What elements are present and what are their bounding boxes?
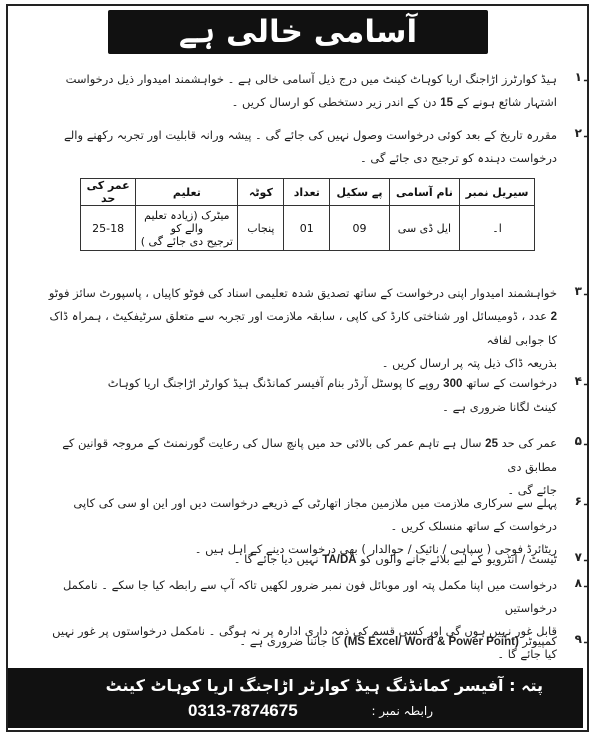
para-1: [37, 68, 557, 115]
col-education: تعلیم: [136, 179, 238, 206]
cell-education-line2: ترجیح دی جائے گی ): [140, 234, 233, 248]
col-serial: سیریل نمبر: [460, 179, 535, 206]
para-3-number: ۳۔: [574, 284, 589, 298]
footer-phone-number: 0313-7874675: [188, 701, 298, 720]
para-5-line1-pre: عمر کی حد: [497, 436, 557, 450]
para-9-software: (MS Excel/ Word & Power Point): [343, 636, 519, 648]
para-9-line1-post: کا جاننا ضروری ہے ۔: [239, 634, 344, 648]
para-5-number: ۵۔: [574, 434, 589, 448]
para-1-number: ۱۔: [574, 70, 589, 84]
para-7-tada: TA/DA: [322, 554, 357, 566]
para-1-line2-pre: اشتہار شائع ہونے کے: [452, 95, 557, 109]
para-2: [37, 124, 557, 170]
col-scale: پے سکیل: [330, 179, 390, 206]
para-7: [37, 548, 557, 572]
para-4-fee: 300: [443, 378, 463, 390]
cell-quota: پنجاب: [238, 206, 284, 251]
para-3: [37, 282, 557, 375]
footer-address: پتہ : آفیسر کمانڈنگ ہیڈ کوارٹر اڑاجنگ اریا کوہاٹ کینٹ: [105, 676, 543, 695]
contact-footer: [8, 668, 583, 728]
para-6-number: ۶۔: [574, 494, 589, 508]
para-3-line2: عدد ، ڈومیسائل اور شناختی کارڈ کی کاپی ، سابقہ ملازمت اور تجربہ سے متعلق سرٹیفکیٹ ، ہمراہ ڈاک کا جوابی لفافہ: [49, 309, 557, 347]
cell-age: 25-18: [81, 206, 136, 251]
para-4-line2: کینٹ لگانا ضروری ہے ۔: [442, 400, 557, 414]
vacancy-table: [80, 178, 535, 251]
cell-education: [136, 206, 238, 251]
para-4-line1-post: روپے کا پوسٹل آرڈر بنام آفیسر کمانڈنگ ہیڈ کوارٹر اڑاجنگ اریا کوہاٹ: [107, 376, 444, 390]
para-2-line2: درخواست دہندہ کو ترجیح دی جائے گی ۔: [360, 151, 557, 165]
para-1-days: 15: [440, 97, 453, 109]
para-5-line1-post: سال ہے تاہم عمر کی بالائی حد میں پانچ سال کی رعایت گورنمنٹ کے مروجہ قوانین کے مطابق دی: [62, 436, 557, 474]
col-quota: کوٹہ: [238, 179, 284, 206]
para-7-line1-pre: ٹیسٹ / انٹرویو کے لیے بلائے جانے والوں کو: [356, 552, 557, 566]
para-9-line1-pre: کمپیوٹر: [518, 634, 557, 648]
cell-count: 01: [284, 206, 330, 251]
para-1-line1: ہیڈ کوارٹرز اڑاجنگ اریا کوہاٹ کینٹ میں درج ذیل آسامی خالی ہے ۔ خواہشمند امیدوار ذیل درخواست: [65, 72, 557, 86]
para-7-number: ۷۔: [574, 550, 589, 564]
para-6-line2: ریٹائرڈ فوجی ( سپاہی / نائیک / حوالدار ) بھی درخواست دینے کے اہل ہیں ۔: [194, 542, 557, 556]
col-post: نام آسامی: [389, 179, 459, 206]
para-8-number: ۸۔: [574, 576, 589, 590]
para-5-line2: جائے گی ۔: [507, 483, 557, 497]
para-4: [37, 372, 557, 419]
para-2-line1: مقررہ تاریخ کے بعد کوئی درخواست وصول نہیں کی جائے گی ۔ پیشہ ورانہ قابلیت اور تجربہ رکھنے والے: [64, 128, 557, 142]
cell-scale: 09: [330, 206, 390, 251]
para-8-line2: قابل غور نہیں ہوں گی اور کسی قسم کی ذمہ داری ادارہ پر نہ ہوگی ۔ نامکمل درخواستوں پر غور نہیں کیا جائے گا ۔: [52, 624, 557, 661]
para-4-number: ۴۔: [574, 374, 589, 388]
para-7-line1-post: نہیں دیا جائے گا ۔: [233, 552, 323, 566]
para-3-line1: خواہشمند امیدوار اپنی درخواست کے ساتھ تصدیق شدہ تعلیمی اسناد کی فوٹو کاپیاں ، پاسپورٹ سائز فوٹو: [48, 286, 557, 300]
para-6-line1: پہلے سے سرکاری ملازمت میں ملازمین مجاز اتھارٹی کے ذریعے درخواست دیں اور این او سی کی کاپی درخواست کے ساتھ منسلک کریں ۔: [73, 496, 557, 533]
para-9: [37, 630, 557, 654]
para-1-line2-post: دن کے اندر زیر دستخطی کو ارسال کریں ۔: [231, 95, 441, 109]
cell-post: ایل ڈی سی: [389, 206, 459, 251]
para-3-photo-count: 2: [550, 311, 557, 323]
para-5-age: 25: [485, 438, 498, 450]
col-age: عمر کی حد: [81, 179, 136, 206]
para-4-line1-pre: درخواست کے ساتھ: [462, 376, 557, 390]
vacancy-title-banner: آسامی خالی ہے: [108, 10, 488, 54]
vacancy-table-header: [81, 179, 535, 206]
footer-phone-label: رابطہ نمبر :: [371, 704, 433, 718]
cell-education-line1: میٹرک (زیادہ تعلیم والے کو: [144, 208, 230, 235]
table-row: [81, 206, 535, 251]
col-count: تعداد: [284, 179, 330, 206]
para-8-line1: درخواست میں اپنا مکمل پتہ اور موبائل فون نمبر ضرور لکھیں تاکہ آپ سے رابطہ کیا جا سکے ۔ نامکمل درخواستیں: [62, 578, 557, 615]
para-2-number: ۲۔: [574, 126, 589, 140]
para-3-line3: بذریعہ ڈاک ذیل پتہ پر ارسال کریں ۔: [381, 356, 557, 370]
para-9-number: ۹۔: [574, 632, 589, 646]
cell-serial: ا۔: [460, 206, 535, 251]
